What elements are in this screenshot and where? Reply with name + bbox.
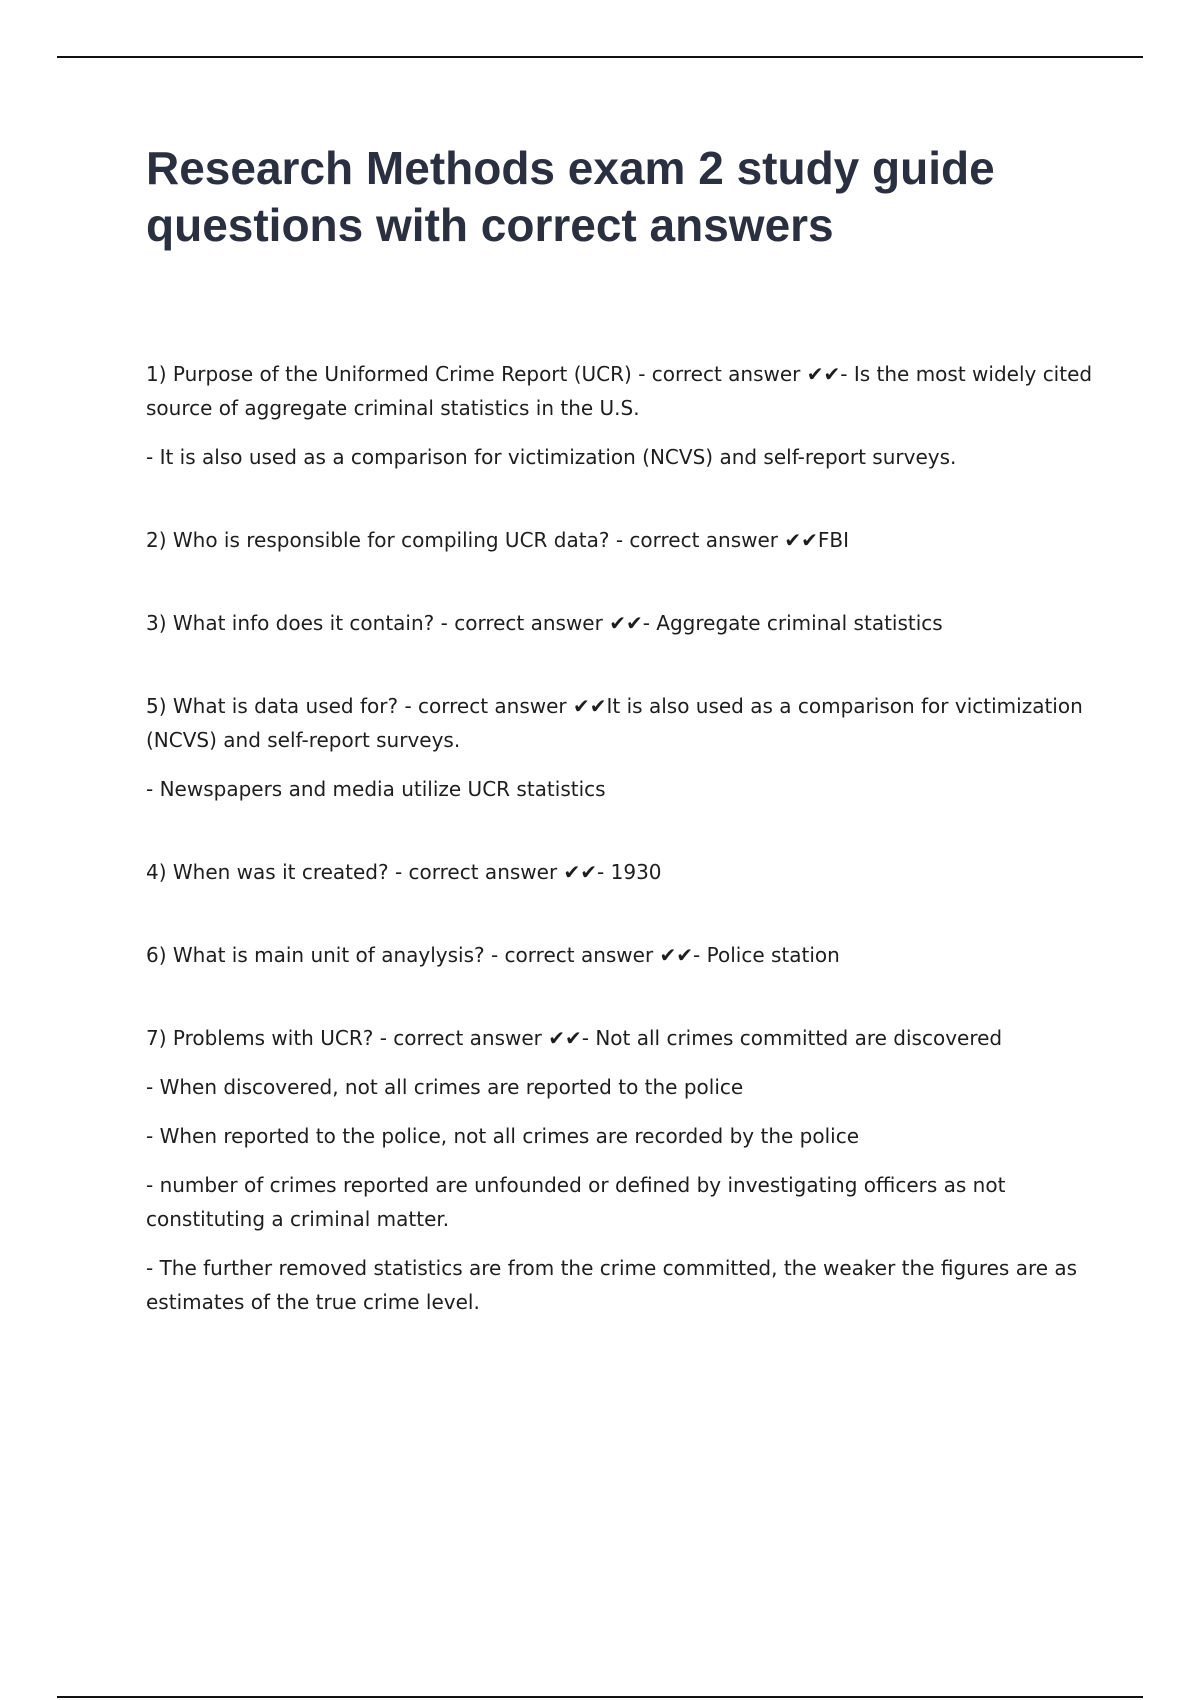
bottom-rule (57, 1696, 1143, 1698)
top-rule (57, 56, 1143, 58)
answer-line: - The further removed statistics are from the crime committed, the weaker the figures are as estimates of the true crime level. (146, 1256, 1078, 1314)
question-text: 5) What is data used for? - correct answer ✔✔It is also used as a comparison for victimization (NCVS) and self-report surveys. (146, 694, 1083, 752)
answer-line: - Newspapers and media utilize UCR statistics (146, 777, 606, 801)
question-item (146, 523, 1096, 557)
answer-line: - It is also used as a comparison for victimization (NCVS) and self-report surveys. (146, 445, 957, 469)
question-text: 7) Problems with UCR? - correct answer ✔✔- Not all crimes committed are discovered (146, 1026, 1003, 1050)
question-text: 4) When was it created? - correct answer ✔✔- 1930 (146, 860, 662, 884)
page-title: Research Methods exam 2 study guide questions with correct answers (146, 142, 995, 251)
question-item (146, 357, 1096, 474)
question-item (146, 606, 1096, 640)
question-item (146, 855, 1096, 889)
question-item (146, 689, 1096, 806)
answer-line: - number of crimes reported are unfounded or defined by investigating officers as not constituting a criminal matter. (146, 1173, 1006, 1231)
question-text: 1) Purpose of the Uniformed Crime Report (UCR) - correct answer ✔✔- Is the most widely cited source of aggregate criminal statistics in the U.S. (146, 362, 1093, 420)
question-text: 6) What is main unit of anaylysis? - correct answer ✔✔- Police station (146, 943, 840, 967)
question-item (146, 1021, 1096, 1319)
document-body (146, 357, 1096, 1368)
answer-line: - When reported to the police, not all crimes are recorded by the police (146, 1124, 860, 1148)
question-text: 2) Who is responsible for compiling UCR data? - correct answer ✔✔FBI (146, 528, 850, 552)
question-item (146, 938, 1096, 972)
answer-line: - When discovered, not all crimes are reported to the police (146, 1075, 744, 1099)
question-text: 3) What info does it contain? - correct answer ✔✔- Aggregate criminal statistics (146, 611, 943, 635)
